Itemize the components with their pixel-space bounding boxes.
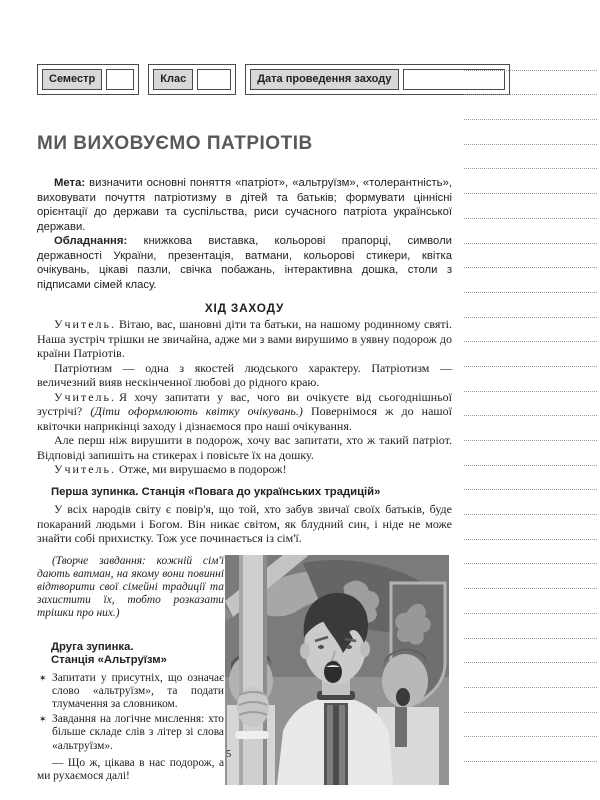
note-line	[464, 169, 597, 194]
form-field-date-label: Дата проведення заходу	[250, 69, 398, 90]
note-line	[464, 540, 597, 565]
note-line	[464, 71, 597, 96]
note-line	[464, 688, 597, 713]
speaker-label: Учитель.	[54, 317, 116, 331]
note-line	[464, 145, 597, 170]
dialog-paragraph	[37, 390, 452, 434]
bullet-text: Завдання на логічне мислення: хто більше складе слів з літер зі слова «альтруїзм».	[52, 713, 224, 752]
dialog-text: Я хочу запитати у вас, чого ви очікуєте від сьогоднішньої зустрічі?	[37, 389, 452, 418]
dialog-text: Вітаю, вас, шановні діти та батьки, на нашому родинному святі. Наша зустріч трішки не звичайна, адже ми з вами вирушимо в уявну подорож до країни Патріотів.	[37, 317, 452, 360]
form-field-class-label: Клас	[153, 69, 193, 90]
note-line	[464, 639, 597, 664]
equipment-text: книжкова виставка, кольорові прапорці, символи державності України, презентація, ватмани, кольорові стикери, квітка очікувань, цікаві пазли, свічка побажань, інтерактивна дошка, столи з підписами сімей класу.	[37, 235, 452, 291]
note-line	[464, 564, 597, 589]
left-column	[37, 555, 224, 785]
bullet-list	[37, 672, 224, 753]
station2-heading-line2: Станція «Альтруїзм»	[51, 654, 167, 667]
note-line	[464, 194, 597, 219]
note-line	[464, 244, 597, 269]
meta-paragraph	[37, 176, 452, 234]
dialog-text: Повернімося ж до нашої квіточки наприкінці заходу і дізнаємося про наші очікування.	[37, 404, 452, 433]
note-line	[464, 441, 597, 466]
note-line	[464, 515, 597, 540]
creative-task-note: (Творче завдання: кожній сім'ї дають ватман, на якому вони повинні відтворити свої сімейні традиції та захистити їх, тобто розказати трішки про них.)	[37, 554, 224, 620]
note-line	[464, 392, 597, 417]
form-field-semester-label: Семестр	[42, 69, 102, 90]
note-line	[464, 268, 597, 293]
dialog-text: Отже, ми вирушаємо в подорож!	[118, 462, 287, 476]
dialog-paragraph	[37, 462, 452, 477]
note-line	[464, 713, 597, 738]
bullet-star-icon: ✶	[39, 672, 47, 683]
dialog-paragraph	[37, 361, 452, 390]
dialog-text: Патріотизм — одна з якостей людського характеру. Патріотизм — величезний вияв нескінченної любові до рідного краю.	[37, 360, 452, 389]
dialog-text: Але перш ніж вирушити в подорож, хочу вас запитати, хто ж такий патріот. Відповіді запишіть на стикерах і повісьте їх на дошку.	[37, 433, 452, 462]
station1-paragraph: У всіх народів світу є повір'я, що той, хто забув звичаї своїх батьків, буде покараний людьми і Богом. Він никає світом, як блудний син, і ніде не може знайти собі прихистку. Тож усе починається із сім'ї.	[37, 502, 452, 545]
note-line	[464, 318, 597, 343]
station1-heading: Перша зупинка. Станція «Повага до українських традицій»	[51, 485, 381, 498]
page-title: МИ ВИХОВУЄМО ПАТРІОТІВ	[37, 133, 313, 154]
header-form	[37, 64, 510, 95]
note-line	[464, 490, 597, 515]
photo-children-vyshyvanka	[225, 555, 449, 785]
equipment-label: Обладнання:	[54, 235, 128, 247]
note-line	[464, 737, 597, 762]
photo-illustration	[225, 555, 449, 785]
note-line	[464, 219, 597, 244]
meta-label: Мета:	[54, 177, 86, 189]
speaker-label: Учитель.	[54, 389, 116, 404]
station2-heading	[37, 641, 224, 668]
station2-heading-line1: Друга зупинка.	[51, 640, 134, 653]
stage-direction: (Діти оформлюють квітку очікувань.)	[90, 404, 303, 418]
equipment-paragraph	[37, 234, 452, 292]
dialog-paragraph	[37, 433, 452, 462]
form-field-semester-input[interactable]	[106, 69, 134, 90]
notes-lines	[464, 46, 597, 762]
note-line	[464, 293, 597, 318]
dialog-paragraph	[37, 317, 452, 361]
form-field-class-input[interactable]	[197, 69, 231, 90]
bullet-item	[37, 672, 224, 712]
bullet-item	[37, 713, 224, 753]
bullet-star-icon: ✶	[39, 714, 47, 725]
meta-text: визначити основні поняття «патріот», «альтруїзм», «толерантність», виховувати почуття патріотизму в дітей та батьків; формувати ціннісні орієнтації до держави та суспільства, риси сучасного патріота української держави.	[37, 177, 452, 233]
main-content	[37, 176, 452, 785]
note-line	[464, 46, 597, 71]
bullet-text: Запитати у присутніх, що означає слово «альтруїзм», та подати тлумачення за словником.	[52, 671, 224, 710]
speaker-label: Учитель.	[54, 462, 116, 476]
note-line	[464, 367, 597, 392]
note-line	[464, 589, 597, 614]
note-line	[464, 614, 597, 639]
form-field-semester	[37, 64, 139, 95]
note-line	[464, 342, 597, 367]
note-line	[464, 95, 597, 120]
note-line	[464, 416, 597, 441]
two-column-section	[37, 555, 452, 785]
note-line	[464, 663, 597, 688]
closing-line: — Що ж, цікава в нас подорож, а ми рухаємося далі!	[37, 756, 224, 782]
section-heading-course: ХІД ЗАХОДУ	[204, 301, 285, 315]
note-line	[464, 466, 597, 491]
note-line	[464, 120, 597, 145]
page-number: 5	[226, 749, 232, 760]
form-field-class	[148, 64, 236, 95]
